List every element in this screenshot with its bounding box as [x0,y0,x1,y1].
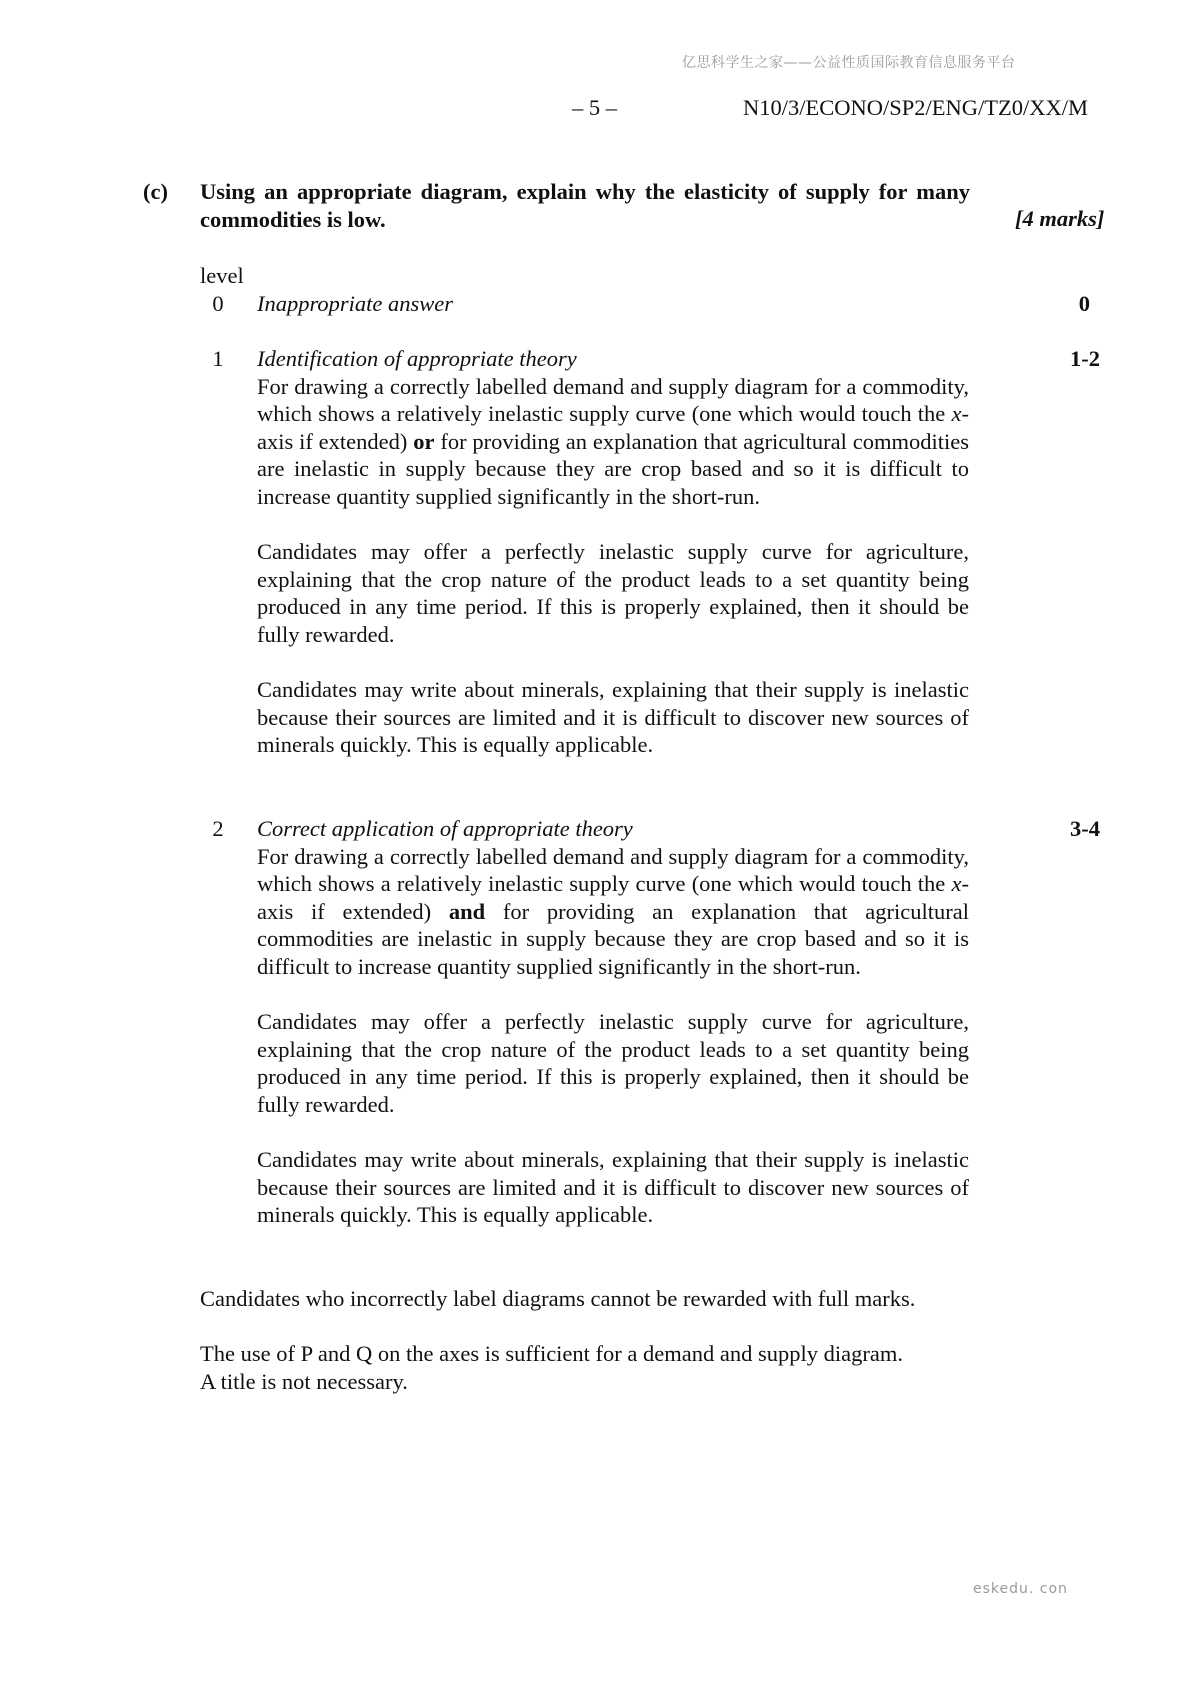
level-1-marks: 1-2 [1070,346,1100,371]
level-2-x-italic: x [951,871,962,897]
level-2-marks: 3-4 [1070,816,1100,841]
watermark-top: 亿思科学生之家——公益性质国际教育信息服务平台 [682,55,1016,71]
level-2-para1-text-2: -axis if extended) [257,871,969,924]
level-1-connector: or [413,428,435,454]
level-2-title: Correct application of appropriate theory [257,816,633,841]
level-0-title: Inappropriate answer [257,291,454,316]
level-2-para1-end: for providing an explanation that agricultural commodities are inelastic in supply because they are crop based and so it is difficult to increase quantity supplied significantly in the short-run. [257,898,969,979]
question-text: Using an appropriate diagram, explain why the elasticity of supply for many commodities is low. [200,179,970,232]
level-2-paragraph-1 [257,843,969,981]
question-marks: [4 marks] [1015,206,1105,231]
level-1-paragraph-2: Candidates may offer a perfectly inelastic supply curve for agriculture, explaining that the crop nature of the product leads to a set quantity being produced in any time period. If this is properly explained, then it should be fully rewarded. [257,539,969,647]
page-number: – 5 – [572,95,617,120]
level-heading: level [200,263,244,288]
level-1-para1-text-2: -axis if extended) [257,401,969,454]
footer-note-axes [200,1340,980,1395]
level-1-title: Identification of appropriate theory [257,346,577,371]
level-2-number: 2 [212,816,224,841]
document-reference: N10/3/ECONO/SP2/ENG/TZ0/XX/M [743,95,1089,120]
level-1-para1-text: For drawing a correctly labelled demand and supply diagram for a commodity, which shows a relatively inelastic supply curve (one which would touch the [257,373,969,427]
footer-note-axes-line-2: A title is not necessary. [200,1368,408,1394]
question-label: (c) [143,179,168,204]
level-1-para1-end: for providing an explanation that agricultural commodities are inelastic in supply because they are crop based and so it is difficult to increase quantity supplied significantly in the short-run. [257,428,969,509]
level-2-paragraph-3: Candidates may write about minerals, explaining that their supply is inelastic because their sources are limited and it is difficult to discover new sources of minerals quickly. This is equally applicable. [257,1147,969,1228]
level-1-paragraph-1 [257,373,969,511]
watermark-bottom: eskedu. con [973,1581,1068,1597]
level-1-number: 1 [212,346,224,371]
level-1-x-italic: x [951,401,962,427]
level-1-paragraph-3: Candidates may write about minerals, explaining that their supply is inelastic because their sources are limited and it is difficult to discover new sources of minerals quickly. This is equally applicable. [257,677,969,758]
level-2-paragraph-2: Candidates may offer a perfectly inelastic supply curve for agriculture, explaining that the crop nature of the product leads to a set quantity being produced in any time period. If this is properly explained, then it should be fully rewarded. [257,1009,969,1117]
level-2-block [257,815,969,1229]
level-2-connector: and [448,898,486,924]
level-2-para1-text: For drawing a correctly labelled demand and supply diagram for a commodity, which shows a relatively inelastic supply curve (one which would touch the [257,843,969,897]
footer-note-labelling: Candidates who incorrectly label diagrams cannot be rewarded with full marks. [200,1286,916,1311]
level-0-number: 0 [212,291,224,316]
level-0-marks: 0 [1078,291,1090,316]
footer-note-axes-line-1: The use of P and Q on the axes is sufficient for a demand and supply diagram. [200,1341,903,1366]
level-1-block [257,345,969,759]
